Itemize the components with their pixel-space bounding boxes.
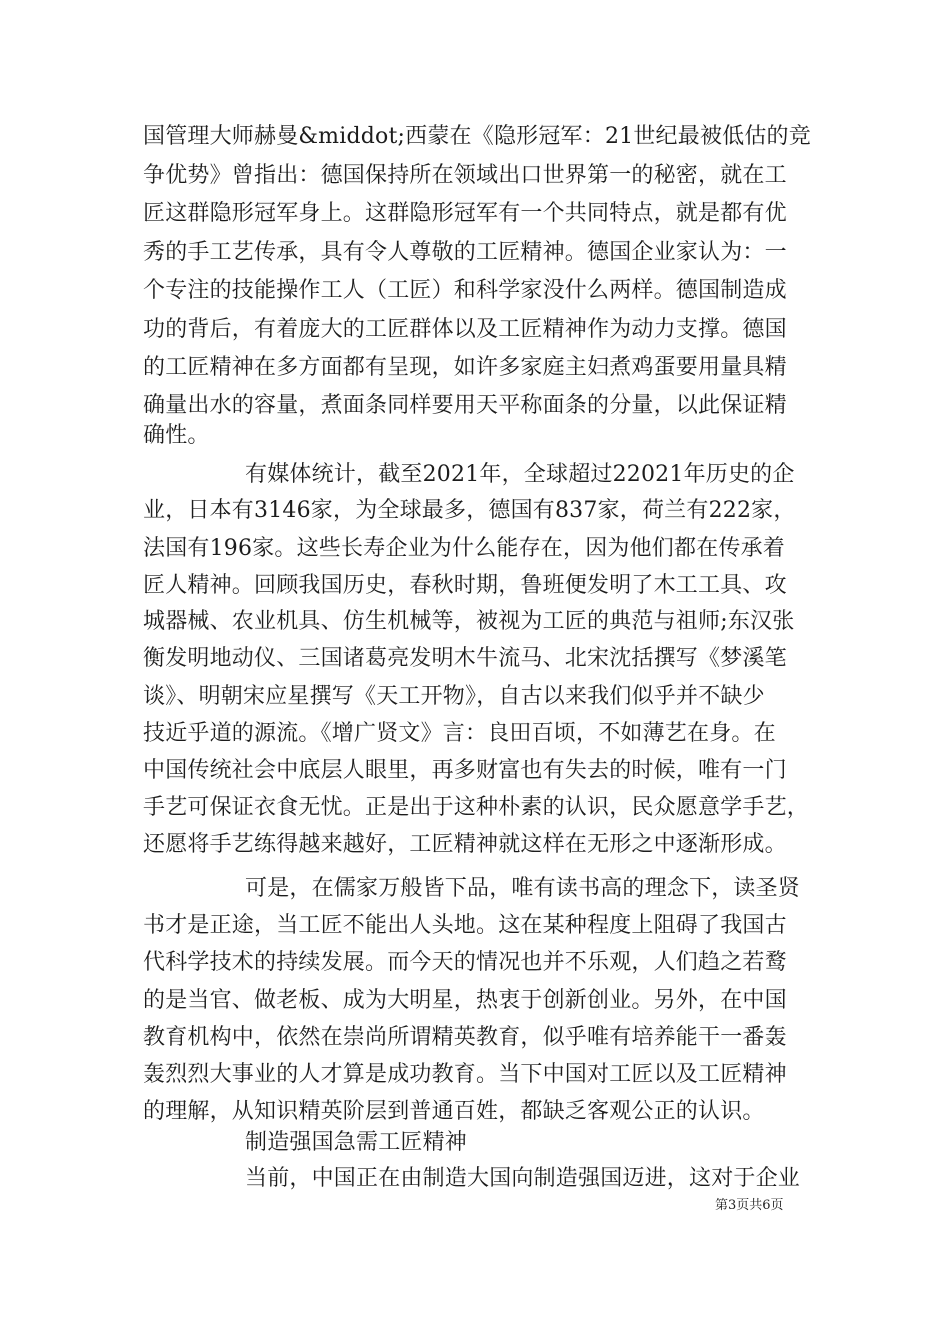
page-number-footer: 第3页共6页: [715, 1198, 784, 1213]
text-line: 中国传统社会中底层人眼里，再多财富也有失去的时候，唯有一门: [143, 758, 787, 783]
text-line: 确量出水的容量，煮面条同样要用天平称面条的分量，以此保证精: [143, 393, 787, 418]
text-line: 秀的手工艺传承，具有令人尊敬的工匠精神。德国企业家认为：一: [143, 240, 787, 265]
text-line: 有媒体统计，截至2021年，全球超过22021年历史的企: [245, 462, 795, 487]
text-line: 还愿将手艺练得越来越好，工匠精神就这样在无形之中逐渐形成。: [143, 832, 787, 857]
text-line: 法国有196家。这些长寿企业为什么能存在，因为他们都在传承着: [143, 536, 785, 561]
text-line: 技近乎道的源流。《增广贤文》言：良田百顷，不如薄艺在身。在: [143, 721, 776, 746]
text-line: 轰烈烈大事业的人才算是成功教育。当下中国对工匠以及工匠精神: [143, 1062, 787, 1087]
text-line: 城器械、农业机具、仿生机械等，被视为工匠的典范与祖师;东汉张: [143, 609, 795, 634]
text-line: 当前，中国正在由制造大国向制造强国迈进，这对于企业: [245, 1166, 801, 1191]
text-line: 的是当官、做老板、成为大明星，热衷于创新创业。另外，在中国: [143, 988, 787, 1013]
text-line: 功的背后，有着庞大的工匠群体以及工匠精神作为动力支撑。德国: [143, 317, 787, 342]
text-line: 衡发明地动仪、三国诸葛亮发明木牛流马、北宋沈括撰写《梦溪笔: [143, 646, 787, 671]
text-line: 的理解，从知识精英阶层到普通百姓，都缺乏客观公正的认识。: [143, 1099, 765, 1124]
text-line: 书才是正途，当工匠不能出人头地。这在某种程度上阻碍了我国古: [143, 913, 787, 938]
text-line: 代科学技术的持续发展。而今天的情况也并不乐观，人们趋之若鹜: [143, 950, 787, 975]
text-line: 手艺可保证衣食无忧。正是出于这种朴素的认识，民众愿意学手艺，: [143, 795, 810, 820]
text-line: 个专注的技能操作工人（工匠）和科学家没什么两样。德国制造成: [143, 278, 787, 303]
text-line: 匠人精神。回顾我国历史，春秋时期，鲁班便发明了木工工具、攻: [143, 573, 787, 598]
section-heading: 制造强国急需工匠精神: [245, 1130, 468, 1155]
text-line: 争优势》曾指出：德国保持所在领域出口世界第一的秘密，就在工: [143, 163, 787, 188]
text-line: 确性。: [143, 423, 210, 448]
text-line: 国管理大师赫曼&middot;西蒙在《隐形冠军：21世纪最被低估的竞: [143, 124, 811, 149]
text-line: 谈》、明朝宋应星撰写《天工开物》，自古以来我们似乎并不缺少: [143, 684, 765, 709]
text-line: 的工匠精神在多方面都有呈现，如许多家庭主妇煮鸡蛋要用量具精: [143, 355, 787, 380]
text-line: 匠这群隐形冠军身上。这群隐形冠军有一个共同特点，就是都有优: [143, 201, 787, 226]
text-line: 教育机构中，依然在崇尚所谓精英教育，似乎唯有培养能干一番轰: [143, 1025, 787, 1050]
text-line: 可是，在儒家万般皆下品，唯有读书高的理念下，读圣贤: [245, 876, 801, 901]
text-line: 业，日本有3146家，为全球最多，德国有837家，荷兰有222家，: [143, 498, 796, 523]
